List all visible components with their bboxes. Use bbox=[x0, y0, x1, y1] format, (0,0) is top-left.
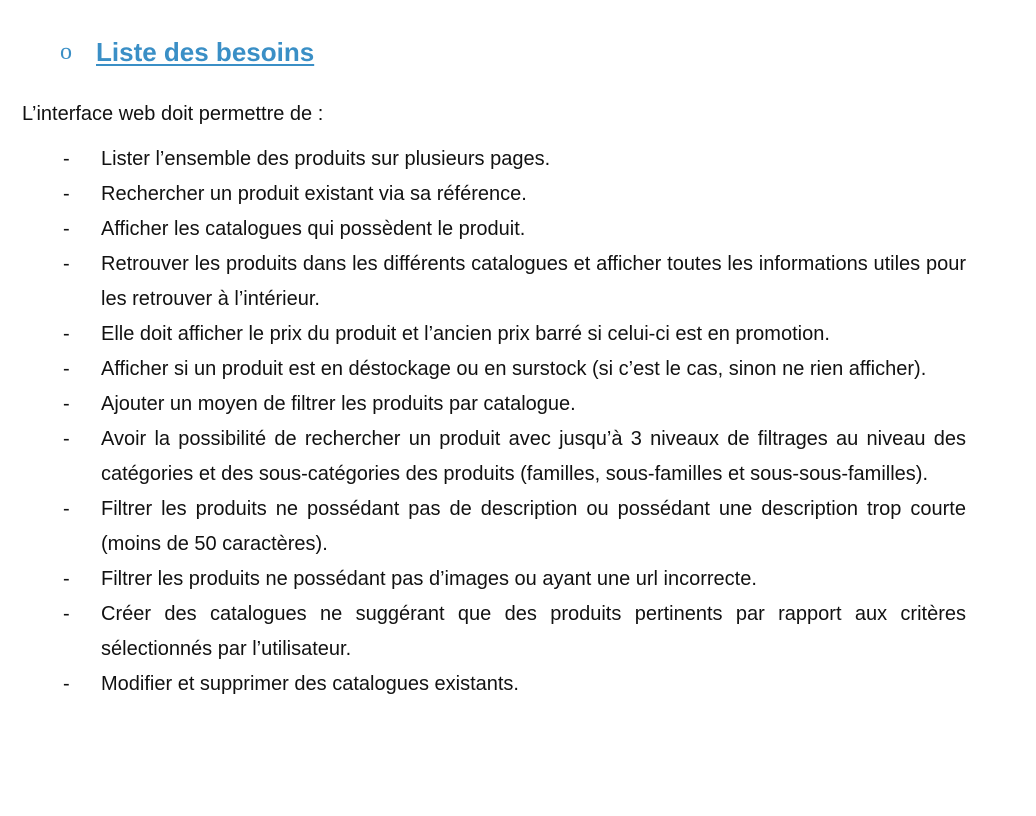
list-dash: - bbox=[63, 568, 70, 590]
list-item bbox=[0, 247, 1036, 317]
list-item-text: Avoir la possibilité de rechercher un produit avec jusqu’à 3 niveaux de filtrages au niveau des catégories et des sous-catégories des produits (familles, sous-familles et sous-sous-familles). bbox=[101, 428, 966, 485]
list-item-text: Modifier et supprimer des catalogues existants. bbox=[101, 673, 519, 695]
list-dash: - bbox=[63, 393, 70, 415]
list-item-text: Afficher les catalogues qui possèdent le produit. bbox=[101, 218, 526, 240]
list-item bbox=[0, 422, 1036, 492]
list-item-text: Retrouver les produits dans les différents catalogues et afficher toutes les informations utiles pour les retrouver à l’intérieur. bbox=[101, 253, 966, 310]
list-dash: - bbox=[63, 498, 70, 520]
list-item bbox=[0, 177, 1036, 212]
list-item-text: Ajouter un moyen de filtrer les produits par catalogue. bbox=[101, 393, 576, 415]
list-item bbox=[0, 492, 1036, 562]
list-dash: - bbox=[63, 148, 70, 170]
list-item bbox=[0, 317, 1036, 352]
list-item-text: Filtrer les produits ne possédant pas de description ou possédant une description trop courte (moins de 50 caractères). bbox=[101, 498, 966, 555]
list-item bbox=[0, 352, 1036, 387]
list-dash: - bbox=[63, 673, 70, 695]
section-title: Liste des besoins bbox=[96, 37, 315, 67]
list-item bbox=[0, 597, 1036, 667]
list-item-text: Créer des catalogues ne suggérant que des produits pertinents par rapport aux critères sélectionnés par l’utilisateur. bbox=[101, 603, 966, 660]
intro-paragraph: L’interface web doit permettre de : bbox=[22, 103, 324, 125]
list-item-text: Afficher si un produit est en déstockage ou en surstock (si c’est le cas, sinon ne rien afficher). bbox=[101, 358, 927, 380]
list-item bbox=[0, 387, 1036, 422]
list-item-text: Elle doit afficher le prix du produit et l’ancien prix barré si celui-ci est en promotion. bbox=[101, 323, 830, 345]
list-item bbox=[0, 667, 1036, 702]
list-dash: - bbox=[63, 603, 70, 625]
list-dash: - bbox=[63, 358, 70, 380]
list-dash: - bbox=[63, 323, 70, 345]
list-item-text: Filtrer les produits ne possédant pas d’images ou ayant une url incorrecte. bbox=[101, 568, 757, 590]
list-item bbox=[0, 562, 1036, 597]
list-item bbox=[0, 142, 1036, 177]
list-dash: - bbox=[63, 253, 70, 275]
list-item-text: Rechercher un produit existant via sa référence. bbox=[101, 183, 527, 205]
section-heading bbox=[60, 34, 314, 70]
list-dash: - bbox=[63, 218, 70, 240]
list-item bbox=[0, 212, 1036, 247]
list-dash: - bbox=[63, 428, 70, 450]
list-dash: - bbox=[63, 183, 70, 205]
heading-bullet: o bbox=[60, 39, 72, 65]
list-item-text: Lister l’ensemble des produits sur plusieurs pages. bbox=[101, 148, 551, 170]
needs-list bbox=[0, 142, 1036, 702]
